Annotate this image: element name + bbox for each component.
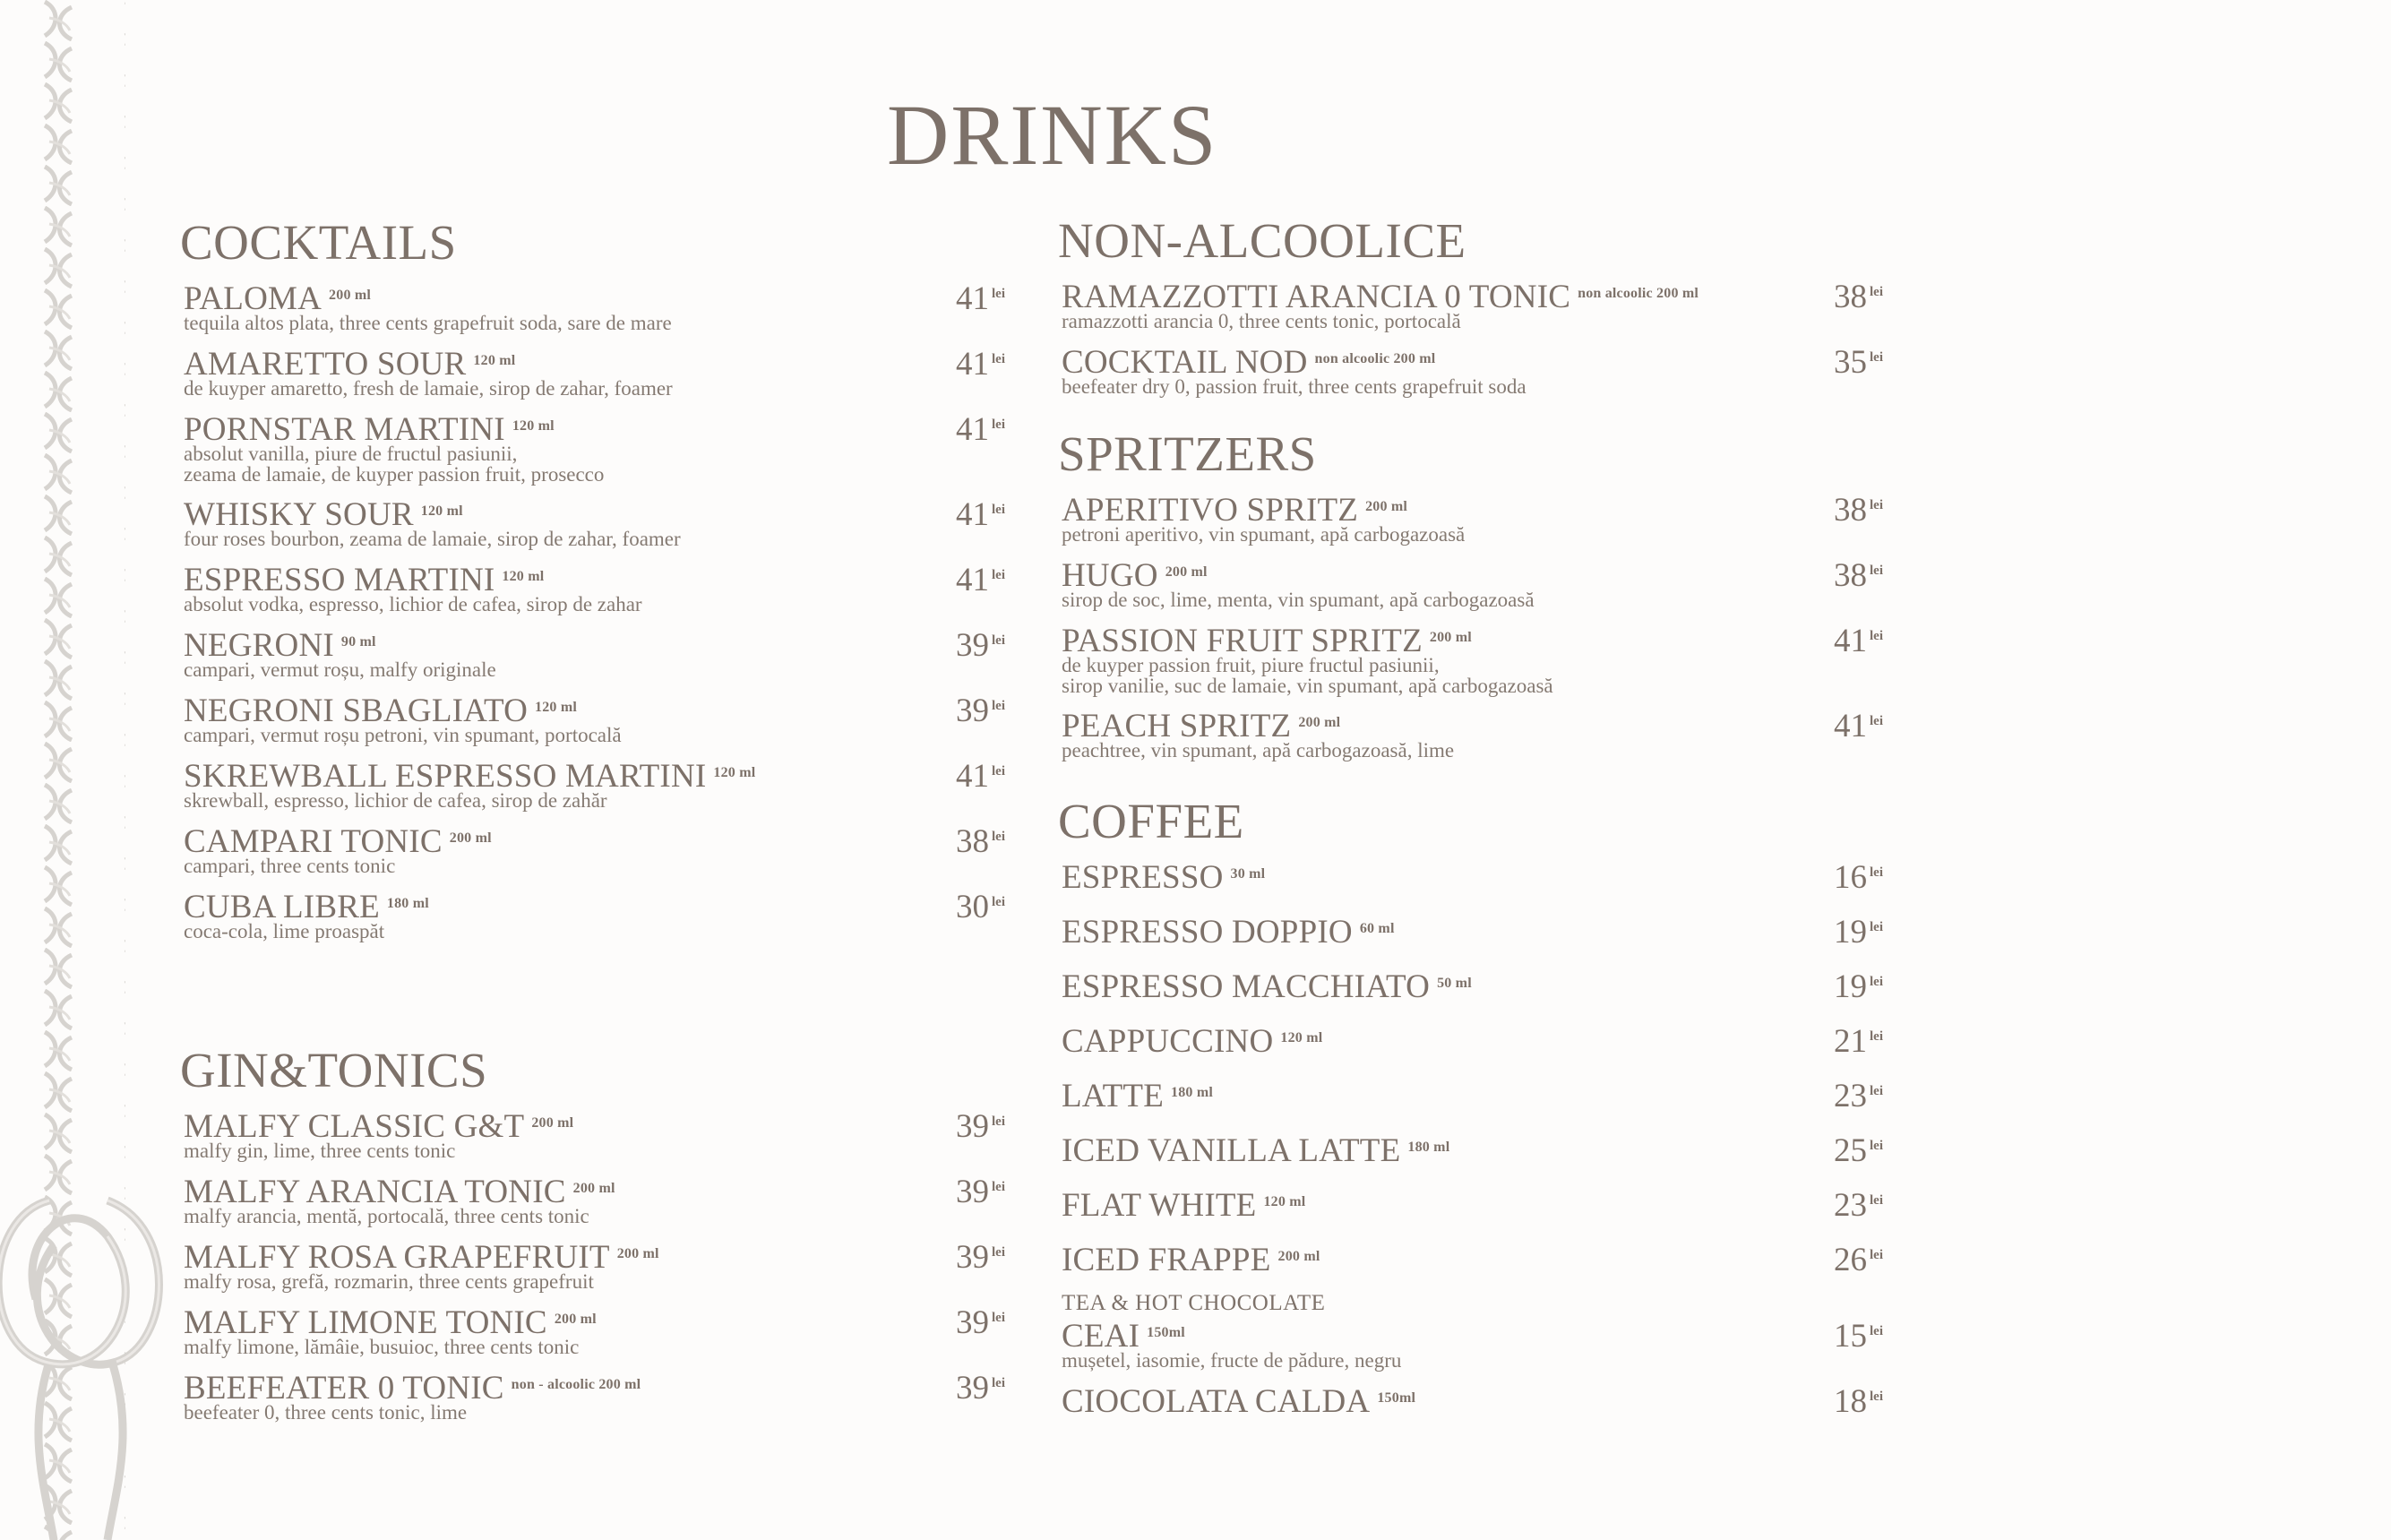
item-price <box>956 1240 1005 1276</box>
item-name-text: PALOMA <box>184 280 323 317</box>
item-description: campari, vermut roșu petroni, vin spumant, portocală <box>184 724 622 746</box>
item-volume: non alcoolic 200 ml <box>1314 351 1436 366</box>
price-value: 41 <box>956 346 989 383</box>
section-cocktails <box>180 213 1017 955</box>
item-name-text: NEGRONI <box>184 627 334 664</box>
price-value: 30 <box>956 889 989 925</box>
item-name-text: ICED VANILLA LATTE <box>1062 1132 1401 1169</box>
item-name-text: BEEFEATER 0 TONIC <box>184 1370 504 1407</box>
price-currency: lei <box>992 764 1005 779</box>
price-currency: lei <box>992 633 1005 648</box>
price-value: 38 <box>1834 279 1867 315</box>
item-volume: 200 ml <box>1277 1249 1320 1264</box>
price-currency: lei <box>992 1180 1005 1194</box>
price-value: 19 <box>1834 914 1867 951</box>
item-name-text: ESPRESSO DOPPIO <box>1062 914 1353 951</box>
price-currency: lei <box>992 699 1005 713</box>
menu-item <box>184 1174 1017 1240</box>
item-name-text: COCKTAIL NOD <box>1062 344 1308 381</box>
rope-decoration <box>0 0 170 1540</box>
price-value: 39 <box>956 627 989 664</box>
menu-item <box>1062 1243 1913 1297</box>
item-volume: 120 ml <box>535 700 578 715</box>
price-currency: lei <box>1870 1029 1883 1044</box>
item-volume: 120 ml <box>502 569 545 584</box>
price-currency: lei <box>1870 1324 1883 1338</box>
item-price <box>956 1174 1005 1210</box>
item-volume: 120 ml <box>473 353 516 368</box>
menu-item <box>1062 1319 1913 1384</box>
price-currency: lei <box>1870 1139 1883 1153</box>
price-currency: lei <box>992 287 1005 301</box>
price-currency: lei <box>992 417 1005 432</box>
item-description: beefeater dry 0, passion fruit, three cents grapefruit soda <box>1062 375 1527 398</box>
item-description: malfy limone, lămâie, busuioc, three cents tonic <box>184 1336 580 1358</box>
item-volume: 200 ml <box>1365 499 1408 514</box>
price-currency: lei <box>1870 1193 1883 1208</box>
price-value: 18 <box>1834 1383 1867 1420</box>
menu-item <box>1062 1188 1913 1243</box>
item-price <box>956 1305 1005 1341</box>
menu-item <box>184 412 1017 497</box>
item-volume: non alcoolic 200 ml <box>1578 286 1699 301</box>
price-value: 39 <box>956 1304 989 1341</box>
price-currency: lei <box>992 1311 1005 1325</box>
price-currency: lei <box>1870 629 1883 643</box>
price-currency: lei <box>992 1376 1005 1390</box>
menu-item <box>184 1240 1017 1305</box>
item-description: sirop de soc, lime, menta, vin spumant, apă carbogazoasă <box>1062 589 1535 611</box>
menu-item <box>184 890 1017 955</box>
item-volume: 120 ml <box>1280 1030 1323 1045</box>
item-volume: 120 ml <box>512 418 555 434</box>
item-price <box>1834 915 1883 951</box>
menu-item <box>1062 915 1913 969</box>
price-currency: lei <box>992 895 1005 909</box>
item-price <box>1834 860 1883 896</box>
item-description: mușetel, iasomie, fructe de pădure, negru <box>1062 1349 1402 1372</box>
price-value: 41 <box>956 411 989 448</box>
item-description: coca-cola, lime proaspăt <box>184 920 385 942</box>
item-description: campari, vermut roșu, malfy originale <box>184 658 496 681</box>
section-heading: NON-ALCOOLICE <box>1058 213 1466 268</box>
item-price <box>956 759 1005 795</box>
price-value: 25 <box>1834 1132 1867 1169</box>
item-price <box>956 347 1005 383</box>
item-volume: 150ml <box>1147 1325 1185 1340</box>
section-heading: GIN&TONICS <box>180 1043 488 1097</box>
menu-item <box>184 281 1017 347</box>
price-value: 19 <box>1834 968 1867 1005</box>
item-price <box>1834 624 1883 659</box>
item-price <box>1834 1319 1883 1355</box>
price-currency: lei <box>1870 975 1883 989</box>
section-tea <box>1062 1290 1913 1450</box>
item-price <box>956 693 1005 729</box>
item-volume: 200 ml <box>1165 564 1208 580</box>
price-value: 41 <box>956 496 989 533</box>
item-description: malfy rosa, grefă, rozmarin, three cents grapefruit <box>184 1270 594 1293</box>
price-currency: lei <box>1870 865 1883 880</box>
price-value: 39 <box>956 693 989 729</box>
section-heading: COCKTAILS <box>180 215 457 270</box>
price-value: 39 <box>956 1108 989 1145</box>
price-currency: lei <box>1870 350 1883 365</box>
item-name-text: MALFY ARANCIA TONIC <box>184 1174 566 1210</box>
item-name-text: FLAT WHITE <box>1062 1187 1257 1224</box>
section-gin-tonics <box>180 1041 1017 1436</box>
menu-item <box>184 1305 1017 1371</box>
item-volume: 180 ml <box>386 896 429 911</box>
item-description: skrewball, espresso, lichior de cafea, sirop de zahăr <box>184 789 607 812</box>
item-volume: 30 ml <box>1230 866 1266 882</box>
item-name-text: CAMPARI TONIC <box>184 823 443 860</box>
menu-item <box>184 1371 1017 1436</box>
item-price <box>1834 1079 1883 1114</box>
item-description: four roses bourbon, zeama de lamaie, sirop de zahar, foamer <box>184 528 681 550</box>
item-name <box>1062 860 1913 896</box>
menu-item <box>1062 1133 1913 1188</box>
item-volume: 180 ml <box>1171 1085 1214 1100</box>
section-spritzers <box>1058 425 1913 774</box>
item-price <box>956 824 1005 860</box>
item-volume: 200 ml <box>554 1312 597 1327</box>
price-currency: lei <box>1870 498 1883 512</box>
section-heading: TEA & HOT CHOCOLATE <box>1062 1291 1326 1315</box>
menu-item <box>184 628 1017 693</box>
item-price <box>956 563 1005 598</box>
menu-item <box>1062 969 1913 1024</box>
item-name <box>1062 1079 1913 1114</box>
item-name-text: AMARETTO SOUR <box>184 346 467 383</box>
price-value: 35 <box>1834 344 1867 381</box>
menu-item <box>184 1109 1017 1174</box>
price-value: 41 <box>956 562 989 598</box>
item-name <box>1062 1188 1913 1224</box>
item-price <box>1834 1188 1883 1224</box>
menu-item <box>1062 624 1913 709</box>
item-name <box>1062 969 1913 1005</box>
price-value: 41 <box>956 758 989 795</box>
price-currency: lei <box>1870 1389 1883 1404</box>
menu-item <box>184 497 1017 563</box>
menu-item <box>1062 280 1913 345</box>
price-value: 21 <box>1834 1023 1867 1060</box>
item-description: ramazzotti arancia 0, three cents tonic, portocală <box>1062 310 1461 332</box>
item-price <box>956 497 1005 533</box>
price-currency: lei <box>1870 1084 1883 1098</box>
price-value: 15 <box>1834 1318 1867 1355</box>
price-currency: lei <box>992 1245 1005 1260</box>
item-price <box>1834 1133 1883 1169</box>
item-price <box>956 1371 1005 1407</box>
price-value: 39 <box>956 1239 989 1276</box>
item-name-text: APERITIVO SPRITZ <box>1062 492 1359 529</box>
item-price <box>1834 345 1883 381</box>
item-description: absolut vanilla, piure de fructul pasiunii, zeama de lamaie, de kuyper passion fruit, prosecco <box>184 443 605 486</box>
item-price <box>1834 1384 1883 1420</box>
item-volume: 200 ml <box>616 1246 659 1261</box>
item-name <box>1062 1133 1913 1169</box>
item-name-text: PASSION FRUIT SPRITZ <box>1062 623 1423 659</box>
item-volume: 50 ml <box>1437 976 1472 991</box>
menu-item <box>1062 558 1913 624</box>
menu-item <box>1062 1024 1913 1079</box>
price-value: 41 <box>1834 708 1867 744</box>
menu-item <box>184 563 1017 628</box>
price-value: 38 <box>1834 492 1867 529</box>
menu-item <box>1062 709 1913 774</box>
item-price <box>956 628 1005 664</box>
item-description: malfy arancia, mentă, portocală, three cents tonic <box>184 1205 589 1227</box>
menu-item <box>184 693 1017 759</box>
item-description: campari, three cents tonic <box>184 855 396 877</box>
price-value: 38 <box>1834 557 1867 594</box>
item-price <box>956 1109 1005 1145</box>
item-name <box>1062 915 1913 951</box>
menu-item <box>1062 1384 1913 1450</box>
item-description: absolut vodka, espresso, lichior de cafea, sirop de zahar <box>184 593 642 615</box>
price-currency: lei <box>1870 1248 1883 1262</box>
item-name-text: ESPRESSO MARTINI <box>184 562 495 598</box>
price-currency: lei <box>1870 285 1883 299</box>
item-name-text: CUBA LIBRE <box>184 889 380 925</box>
item-description: de kuyper amaretto, fresh de lamaie, sirop de zahar, foamer <box>184 377 673 400</box>
price-value: 23 <box>1834 1078 1867 1114</box>
price-currency: lei <box>992 503 1005 517</box>
item-name-text: ESPRESSO <box>1062 859 1224 896</box>
item-name-text: MALFY ROSA GRAPEFRUIT <box>184 1239 610 1276</box>
menu-item <box>184 759 1017 824</box>
item-volume: 60 ml <box>1359 921 1395 936</box>
item-price <box>1834 969 1883 1005</box>
price-value: 23 <box>1834 1187 1867 1224</box>
item-volume: 200 ml <box>531 1115 574 1131</box>
item-volume: 200 ml <box>449 830 492 846</box>
item-name-text: LATTE <box>1062 1078 1165 1114</box>
item-name-text: ICED FRAPPE <box>1062 1242 1271 1278</box>
item-description: peachtree, vin spumant, apă carbogazoasă, lime <box>1062 739 1455 761</box>
item-volume: 200 ml <box>1298 715 1341 730</box>
item-volume: non - alcoolic 200 ml <box>511 1377 641 1392</box>
item-name-text: SKREWBALL ESPRESSO MARTINI <box>184 758 707 795</box>
item-price <box>956 412 1005 448</box>
price-currency: lei <box>992 352 1005 366</box>
price-currency: lei <box>992 1114 1005 1129</box>
item-description: petroni aperitivo, vin spumant, apă carbogazoasă <box>1062 523 1466 546</box>
item-name-text: CAPPUCCINO <box>1062 1023 1274 1060</box>
item-description: malfy gin, lime, three cents tonic <box>184 1140 456 1162</box>
price-value: 16 <box>1834 859 1867 896</box>
item-name-text: MALFY CLASSIC G&T <box>184 1108 525 1145</box>
item-volume: 200 ml <box>329 288 372 303</box>
item-price <box>1834 1243 1883 1278</box>
price-value: 39 <box>956 1174 989 1210</box>
menu-item <box>1062 1079 1913 1133</box>
item-description: beefeater 0, three cents tonic, lime <box>184 1401 468 1424</box>
item-volume: 200 ml <box>572 1181 615 1196</box>
item-name-text: PORNSTAR MARTINI <box>184 411 505 448</box>
item-volume: 90 ml <box>340 634 376 650</box>
menu-item <box>1062 345 1913 410</box>
item-name-text: RAMAZZOTTI ARANCIA 0 TONIC <box>1062 279 1571 315</box>
item-price <box>1834 558 1883 594</box>
price-value: 26 <box>1834 1242 1867 1278</box>
item-name-text: PEACH SPRITZ <box>1062 708 1292 744</box>
item-volume: 150ml <box>1377 1390 1416 1406</box>
section-coffee <box>1058 792 1913 1297</box>
section-non-alcoolice <box>1058 211 1913 410</box>
item-price <box>956 890 1005 925</box>
item-volume: 120 ml <box>420 503 463 519</box>
item-name <box>1062 1384 1913 1420</box>
menu-item <box>1062 493 1913 558</box>
price-currency: lei <box>992 568 1005 582</box>
item-volume: 200 ml <box>1429 630 1472 645</box>
item-description: de kuyper passion fruit, piure fructul pasiunii, sirop vanilie, suc de lamaie, vin spumant, apă carbogazoasă <box>1062 654 1553 697</box>
item-name-text: NEGRONI SBAGLIATO <box>184 693 529 729</box>
menu-item <box>184 347 1017 412</box>
item-price <box>956 281 1005 317</box>
item-name-text: MALFY LIMONE TONIC <box>184 1304 547 1341</box>
item-name-text: HUGO <box>1062 557 1158 594</box>
price-value: 38 <box>956 823 989 860</box>
section-heading: SPRITZERS <box>1058 426 1317 481</box>
page-title: DRINKS <box>887 87 1218 183</box>
price-currency: lei <box>992 830 1005 844</box>
item-name-text: WHISKY SOUR <box>184 496 414 533</box>
menu-item <box>184 824 1017 890</box>
item-name-text: CIOCOLATA CALDA <box>1062 1383 1371 1420</box>
item-volume: 120 ml <box>713 765 756 780</box>
price-currency: lei <box>1870 564 1883 578</box>
price-currency: lei <box>1870 714 1883 728</box>
item-name-text: ESPRESSO MACCHIATO <box>1062 968 1431 1005</box>
item-volume: 180 ml <box>1407 1140 1450 1155</box>
price-currency: lei <box>1870 920 1883 934</box>
item-price <box>1834 709 1883 744</box>
price-value: 41 <box>1834 623 1867 659</box>
price-value: 41 <box>956 280 989 317</box>
item-price <box>1834 1024 1883 1060</box>
item-price <box>1834 493 1883 529</box>
item-name <box>1062 1243 1913 1278</box>
menu-item <box>1062 860 1913 915</box>
item-name-text: CEAI <box>1062 1318 1140 1355</box>
section-heading: COFFEE <box>1058 794 1244 848</box>
item-name <box>1062 1024 1913 1060</box>
item-volume: 120 ml <box>1263 1194 1306 1209</box>
item-price <box>1834 280 1883 315</box>
price-value: 39 <box>956 1370 989 1407</box>
item-description: tequila altos plata, three cents grapefruit soda, sare de mare <box>184 312 672 334</box>
